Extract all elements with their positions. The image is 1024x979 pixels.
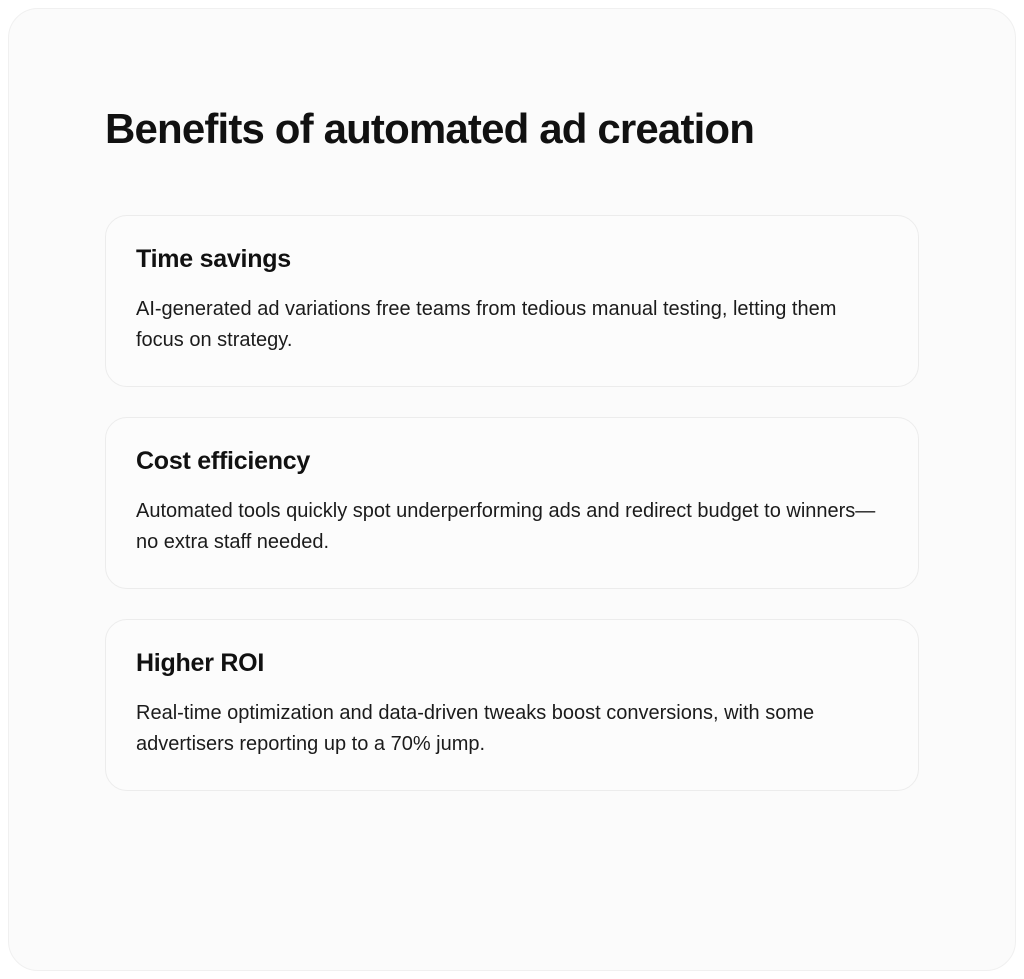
content-surface — [8, 8, 1016, 971]
benefit-card-title: Cost efficiency — [136, 447, 311, 476]
benefit-card-title: Time savings — [136, 245, 291, 274]
benefit-card-body: Automated tools quickly spot underperforming ads and redirect budget to winners—no extra staff needed. — [136, 500, 876, 554]
benefit-card-higher-roi — [105, 619, 919, 791]
benefit-card-cost-efficiency — [105, 417, 919, 589]
benefit-card-body: AI-generated ad variations free teams from tedious manual testing, letting them focus on strategy. — [136, 298, 837, 352]
benefit-card-list — [105, 215, 919, 791]
benefit-card-body: Real-time optimization and data-driven tweaks boost conversions, with some advertisers reporting up to a 70% jump. — [136, 702, 815, 756]
benefit-card-time-savings — [105, 215, 919, 387]
page-title: Benefits of automated ad creation — [105, 105, 755, 152]
benefit-card-title: Higher ROI — [136, 649, 265, 678]
